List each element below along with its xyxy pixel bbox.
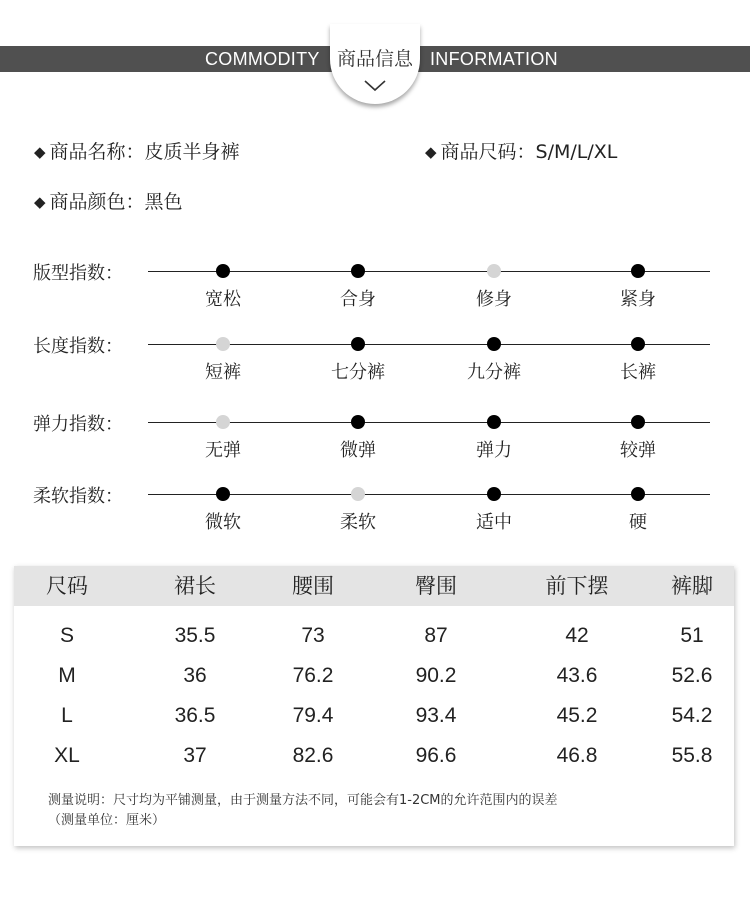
index-dot <box>351 264 365 278</box>
header-left-text: COMMODITY <box>205 49 320 69</box>
index-label: 柔软指数： <box>33 486 123 507</box>
index-dot <box>631 487 645 501</box>
diamond-bullet-icon: ◆ <box>425 143 437 161</box>
table-cell: S <box>59 624 74 647</box>
table-cell: M <box>58 664 76 687</box>
table-cell: 36 <box>183 664 207 687</box>
index-dot <box>631 264 645 278</box>
index-option: 适中 <box>476 512 512 533</box>
index-dot <box>487 415 501 429</box>
table-header <box>14 566 734 606</box>
table-cell: 87 <box>424 624 448 647</box>
index-dot <box>216 264 230 278</box>
chevron-down-icon <box>364 80 386 92</box>
table-header-cell: 裤脚 <box>671 574 713 598</box>
table-cell: 79.4 <box>292 704 334 727</box>
table-cell: 73 <box>301 624 325 647</box>
table-header-cell: 裙长 <box>174 574 216 598</box>
index-dot <box>216 487 230 501</box>
index-option: 无弹 <box>205 440 241 461</box>
table-cell: 35.5 <box>174 624 216 647</box>
table-cell: 45.2 <box>556 704 598 727</box>
index-scale-line <box>148 494 710 495</box>
product-name-text: 商品名称：皮质半身裤 <box>49 141 240 163</box>
index-option: 较弹 <box>620 440 656 461</box>
index-option: 宽松 <box>205 289 241 310</box>
index-scale-line <box>148 344 710 345</box>
index-option: 微弹 <box>340 440 376 461</box>
table-cell: 46.8 <box>556 744 598 767</box>
index-option: 紧身 <box>620 289 656 310</box>
index-label: 长度指数： <box>33 336 123 357</box>
index-dot <box>487 487 501 501</box>
index-dot-selected <box>351 487 365 501</box>
index-option: 合身 <box>340 289 376 310</box>
index-option: 九分裤 <box>467 362 521 383</box>
table-cell: 51 <box>680 624 704 647</box>
index-label: 弹力指数： <box>33 414 123 435</box>
table-cell: 43.6 <box>556 664 598 687</box>
measure-note: 测量说明：尺寸均为平铺测量，由于测量方法不同，可能会有1-2CM的允许范围内的误差 <box>48 793 558 808</box>
table-cell: 42 <box>565 624 589 647</box>
table-cell: 37 <box>183 744 207 767</box>
table-cell: 52.6 <box>671 664 713 687</box>
index-dot <box>351 337 365 351</box>
size-table <box>14 566 734 846</box>
index-option: 弹力 <box>476 440 512 461</box>
index-dot <box>631 415 645 429</box>
table-cell: 55.8 <box>671 744 713 767</box>
measure-unit: （测量单位：厘米） <box>48 813 166 828</box>
product-size <box>425 137 617 164</box>
table-cell: 36.5 <box>174 704 216 727</box>
table-header-cell: 前下摆 <box>545 574 609 598</box>
index-option: 硬 <box>629 512 647 533</box>
table-cell: 90.2 <box>415 664 457 687</box>
table-cell: L <box>61 704 73 727</box>
product-size-text: 商品尺码：S/M/L/XL <box>440 141 618 163</box>
index-option: 微软 <box>205 512 241 533</box>
table-cell: 96.6 <box>415 744 457 767</box>
header-right-text: INFORMATION <box>430 49 558 69</box>
index-option: 修身 <box>476 289 512 310</box>
table-cell: 76.2 <box>292 664 334 687</box>
index-dot <box>487 337 501 351</box>
table-header-cell: 尺码 <box>46 574 88 598</box>
diamond-bullet-icon: ◆ <box>34 193 46 211</box>
product-color-text: 商品颜色：黑色 <box>49 191 183 213</box>
table-cell: 82.6 <box>292 744 334 767</box>
product-color <box>34 187 183 214</box>
table-header-cell: 腰围 <box>292 574 334 598</box>
table-cell: 93.4 <box>415 704 457 727</box>
index-label: 版型指数： <box>33 263 123 284</box>
index-dot-selected <box>487 264 501 278</box>
index-dot <box>631 337 645 351</box>
table-cell: 54.2 <box>671 704 713 727</box>
header-title: 商品信息 <box>336 48 413 70</box>
index-option: 长裤 <box>620 362 656 383</box>
diamond-bullet-icon: ◆ <box>34 143 46 161</box>
table-header-cell: 臀围 <box>415 574 457 598</box>
index-option: 七分裤 <box>331 362 385 383</box>
index-scale-line <box>148 271 710 272</box>
index-dot <box>351 415 365 429</box>
product-name <box>34 137 240 164</box>
index-dot-selected <box>216 337 230 351</box>
index-dot-selected <box>216 415 230 429</box>
table-cell: XL <box>54 744 80 767</box>
index-option: 短裤 <box>205 362 241 383</box>
index-scale-line <box>148 422 710 423</box>
index-option: 柔软 <box>340 512 376 533</box>
